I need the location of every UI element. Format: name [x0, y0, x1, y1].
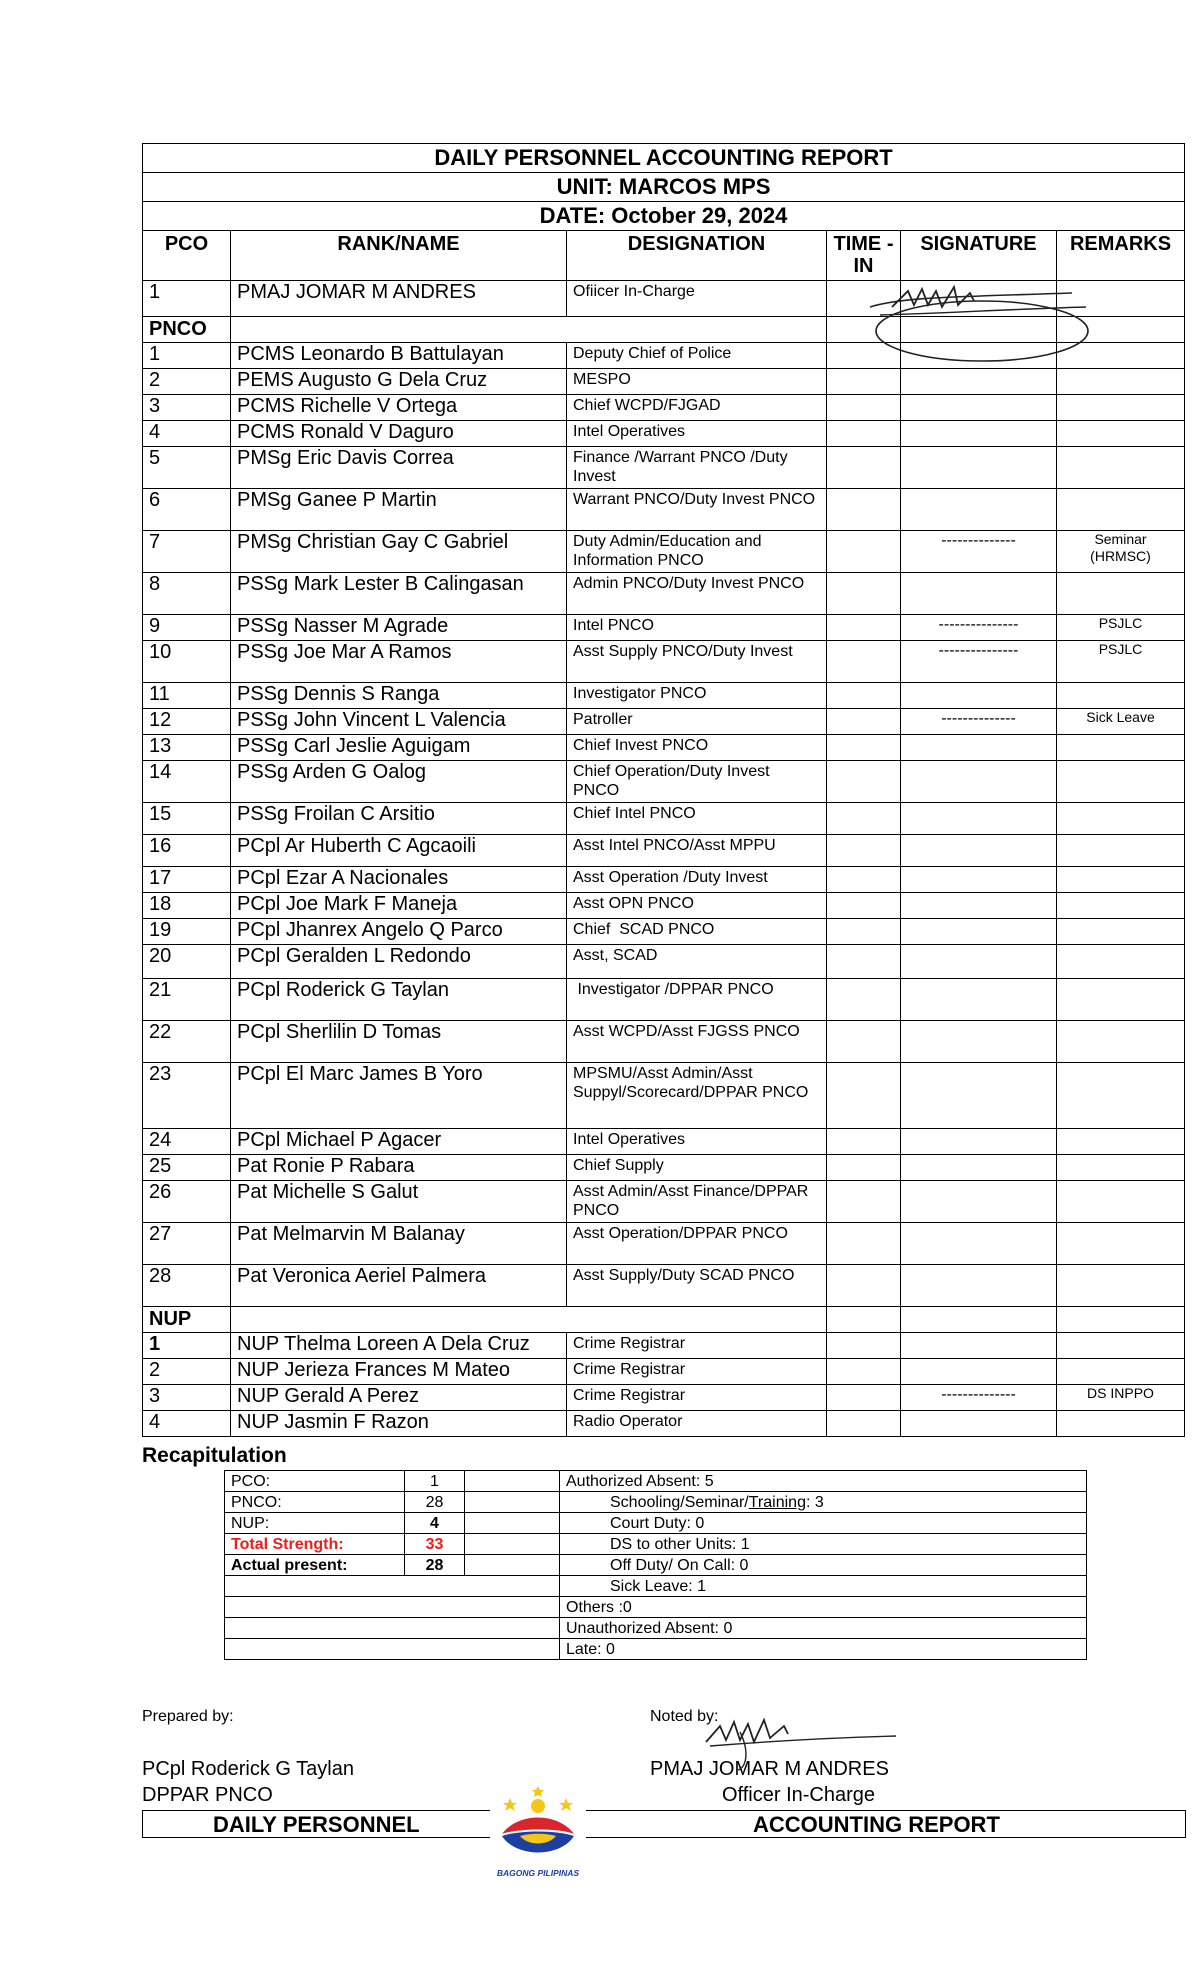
signature-cell: [901, 421, 1057, 447]
recap-authorized-absent: Authorized Absent: 5: [560, 1471, 1087, 1492]
signature-cell: [901, 1021, 1057, 1063]
signature-cell: [901, 919, 1057, 945]
remarks-cell: [1057, 447, 1185, 489]
designation: Chief WCPD/FJGAD: [567, 395, 827, 421]
prepared-by-block: [142, 1704, 354, 1808]
prepared-by-name: PCpl Roderick G Taylan: [142, 1758, 354, 1780]
prepared-by-label: Prepared by:: [142, 1708, 234, 1725]
rank-name: PCpl Jhanrex Angelo Q Parco: [231, 919, 567, 945]
recap-pnco-value: 28: [405, 1492, 465, 1513]
recapitulation-title: Recapitulation: [142, 1444, 287, 1467]
signature-scribble: [862, 277, 1102, 367]
time-in-cell: [827, 615, 901, 641]
rank-name: PSSg Nasser M Agrade: [231, 615, 567, 641]
time-in-cell: [827, 1307, 901, 1333]
time-in-cell: [827, 641, 901, 683]
rank-name: NUP Jasmin F Razon: [231, 1411, 567, 1437]
section-label: PNCO: [143, 317, 231, 343]
personnel-row: [143, 919, 1185, 945]
row-number: 10: [143, 641, 231, 683]
personnel-row: [143, 945, 1185, 979]
rank-name: PMSg Ganee P Martin: [231, 489, 567, 531]
remarks-cell: [1057, 1359, 1185, 1385]
recap-schooling-label: Schooling/Seminar/: [610, 1493, 749, 1511]
recap-present-value: 28: [405, 1555, 465, 1576]
footer-right-text: ACCOUNTING REPORT: [753, 1812, 1000, 1837]
row-number: 26: [143, 1181, 231, 1223]
personnel-row: [143, 573, 1185, 615]
remarks-cell: [1057, 1333, 1185, 1359]
row-number: 28: [143, 1265, 231, 1307]
time-in-cell: [827, 867, 901, 893]
rank-name: Pat Melmarvin M Balanay: [231, 1223, 567, 1265]
section-spacer: [231, 317, 827, 343]
remarks-cell: PSJLC: [1057, 615, 1185, 641]
signature-cell: [901, 1265, 1057, 1307]
section-label: NUP: [143, 1307, 231, 1333]
report-body: [143, 281, 1185, 1437]
row-number: 19: [143, 919, 231, 945]
recap-court-duty: Court Duty: 0: [560, 1513, 1087, 1534]
remarks-cell: Sick Leave: [1057, 709, 1185, 735]
designation: Crime Registrar: [567, 1385, 827, 1411]
designation: Asst Intel PNCO/Asst MPPU: [567, 835, 827, 867]
row-number: 25: [143, 1155, 231, 1181]
designation: Asst OPN PNCO: [567, 893, 827, 919]
time-in-cell: [827, 945, 901, 979]
recap-training-label: Training: [748, 1493, 806, 1511]
designation: Intel Operatives: [567, 421, 827, 447]
remarks-cell: [1057, 1265, 1185, 1307]
remarks-cell: [1057, 395, 1185, 421]
row-number: 3: [143, 1385, 231, 1411]
time-in-cell: [827, 1411, 901, 1437]
designation: Warrant PNCO/Duty Invest PNCO: [567, 489, 827, 531]
rank-name: PCpl Joe Mark F Maneja: [231, 893, 567, 919]
signature-cell: --------------: [901, 709, 1057, 735]
rank-name: Pat Michelle S Galut: [231, 1181, 567, 1223]
noted-by-name: PMAJ JOMAR M ANDRES: [650, 1758, 889, 1780]
recap-schooling: [560, 1492, 1087, 1513]
personnel-row: [143, 1411, 1185, 1437]
recap-nup-label: NUP:: [225, 1513, 405, 1534]
signature-cell: [901, 835, 1057, 867]
personnel-row: [143, 835, 1185, 867]
designation: Investigator PNCO: [567, 683, 827, 709]
row-number: 18: [143, 893, 231, 919]
column-header-signature: SIGNATURE: [901, 231, 1057, 281]
designation: MESPO: [567, 369, 827, 395]
rank-name: Pat Veronica Aeriel Palmera: [231, 1265, 567, 1307]
report-title: DAILY PERSONNEL ACCOUNTING REPORT: [143, 144, 1185, 173]
remarks-cell: [1057, 867, 1185, 893]
personnel-row: [143, 1155, 1185, 1181]
personnel-row: [143, 683, 1185, 709]
personnel-row: [143, 369, 1185, 395]
designation: Intel Operatives: [567, 1129, 827, 1155]
remarks-cell: [1057, 1223, 1185, 1265]
remarks-cell: [1057, 1021, 1185, 1063]
noted-by-position: Officer In-Charge: [722, 1784, 876, 1806]
signature-cell: [901, 945, 1057, 979]
rank-name: NUP Gerald A Perez: [231, 1385, 567, 1411]
noted-by-label: Noted by:: [650, 1708, 719, 1725]
row-number: 27: [143, 1223, 231, 1265]
row-number: 4: [143, 421, 231, 447]
row-number: 13: [143, 735, 231, 761]
time-in-cell: [827, 803, 901, 835]
personnel-row: [143, 735, 1185, 761]
section-header-row: [143, 1307, 1185, 1333]
remarks-cell: [1057, 683, 1185, 709]
remarks-cell: Seminar (HRMSC): [1057, 531, 1185, 573]
rank-name: PCMS Richelle V Ortega: [231, 395, 567, 421]
rank-name: PCMS Ronald V Daguro: [231, 421, 567, 447]
personnel-row: [143, 421, 1185, 447]
bagong-pilipinas-logo: [490, 1784, 586, 1884]
personnel-row: [143, 893, 1185, 919]
designation: Asst WCPD/Asst FJGSS PNCO: [567, 1021, 827, 1063]
designation: Chief Intel PNCO: [567, 803, 827, 835]
designation: Asst Operation/DPPAR PNCO: [567, 1223, 827, 1265]
signature-cell: [901, 1333, 1057, 1359]
signature-cell: [901, 447, 1057, 489]
row-number: 21: [143, 979, 231, 1021]
report-date: DATE: October 29, 2024: [143, 202, 1185, 231]
personnel-row: [143, 1063, 1185, 1129]
column-header-rank-name: RANK/NAME: [231, 231, 567, 281]
personnel-row: [143, 615, 1185, 641]
time-in-cell: [827, 489, 901, 531]
logo-text: BAGONG PILIPINAS: [496, 1868, 580, 1878]
designation: MPSMU/Asst Admin/Asst Suppyl/Scorecard/DPPAR PNCO: [567, 1063, 827, 1129]
designation: Chief Invest PNCO: [567, 735, 827, 761]
personnel-row: [143, 1385, 1185, 1411]
time-in-cell: [827, 919, 901, 945]
remarks-cell: [1057, 835, 1185, 867]
rank-name: PSSg Froilan C Arsitio: [231, 803, 567, 835]
signature-cell: [901, 395, 1057, 421]
rank-name: Pat Ronie P Rabara: [231, 1155, 567, 1181]
signature-cell: [901, 1223, 1057, 1265]
time-in-cell: [827, 1265, 901, 1307]
remarks-cell: [1057, 1063, 1185, 1129]
time-in-cell: [827, 735, 901, 761]
report-unit: UNIT: MARCOS MPS: [143, 173, 1185, 202]
time-in-cell: [827, 683, 901, 709]
personnel-row: [143, 1333, 1185, 1359]
row-number: 6: [143, 489, 231, 531]
signature-cell: [901, 573, 1057, 615]
personnel-row: [143, 641, 1185, 683]
signature-cell: [901, 1359, 1057, 1385]
recap-off-duty: Off Duty/ On Call: 0: [560, 1555, 1087, 1576]
footer-left-text: DAILY PERSONNEL: [213, 1812, 420, 1837]
signature-cell: --------------: [901, 531, 1057, 573]
time-in-cell: [827, 1385, 901, 1411]
rank-name: NUP Thelma Loreen A Dela Cruz: [231, 1333, 567, 1359]
designation: Asst Admin/Asst Finance/DPPAR PNCO: [567, 1181, 827, 1223]
designation: Chief Supply: [567, 1155, 827, 1181]
recap-others: Others :0: [560, 1597, 1087, 1618]
designation: Investigator /DPPAR PNCO: [567, 979, 827, 1021]
recapitulation-table: [224, 1470, 1087, 1660]
personnel-row: [143, 395, 1185, 421]
signature-cell: [901, 1063, 1057, 1129]
row-number: 7: [143, 531, 231, 573]
signature-cell: [901, 893, 1057, 919]
row-number: 14: [143, 761, 231, 803]
time-in-cell: [827, 447, 901, 489]
time-in-cell: [827, 421, 901, 447]
row-number: 2: [143, 1359, 231, 1385]
remarks-cell: [1057, 421, 1185, 447]
designation: Intel PNCO: [567, 615, 827, 641]
time-in-cell: [827, 1359, 901, 1385]
row-number: 4: [143, 1411, 231, 1437]
signature-cell: [901, 761, 1057, 803]
row-number: 12: [143, 709, 231, 735]
personnel-row: [143, 1223, 1185, 1265]
time-in-cell: [827, 1223, 901, 1265]
signature-cell: [901, 979, 1057, 1021]
signature-cell: ---------------: [901, 615, 1057, 641]
remarks-cell: [1057, 489, 1185, 531]
column-header-time-in: TIME -IN: [827, 231, 901, 281]
remarks-cell: [1057, 945, 1185, 979]
row-number: 1: [143, 281, 231, 317]
designation: Radio Operator: [567, 1411, 827, 1437]
rank-name: PSSg John Vincent L Valencia: [231, 709, 567, 735]
rank-name: PCMS Leonardo B Battulayan: [231, 343, 567, 369]
remarks-cell: [1057, 1411, 1185, 1437]
row-number: 24: [143, 1129, 231, 1155]
designation: Finance /Warrant PNCO /Duty Invest: [567, 447, 827, 489]
remarks-cell: [1057, 919, 1185, 945]
time-in-cell: [827, 893, 901, 919]
row-number: 11: [143, 683, 231, 709]
recap-pnco-label: PNCO:: [225, 1492, 405, 1513]
row-number: 17: [143, 867, 231, 893]
rank-name: PEMS Augusto G Dela Cruz: [231, 369, 567, 395]
signature-cell: [901, 1411, 1057, 1437]
rank-name: PCpl Geralden L Redondo: [231, 945, 567, 979]
rank-name: PMSg Eric Davis Correa: [231, 447, 567, 489]
recap-pco-value: 1: [405, 1471, 465, 1492]
recap-sick-leave: Sick Leave: 1: [560, 1576, 1087, 1597]
rank-name: PCpl Sherlilin D Tomas: [231, 1021, 567, 1063]
remarks-cell: [1057, 1155, 1185, 1181]
remarks-cell: [1057, 369, 1185, 395]
signature-cell: [901, 1155, 1057, 1181]
recap-present-label: Actual present:: [225, 1555, 405, 1576]
personnel-row: [143, 489, 1185, 531]
designation: Duty Admin/Education and Information PNCO: [567, 531, 827, 573]
time-in-cell: [827, 1063, 901, 1129]
signature-cell: [901, 369, 1057, 395]
row-number: 15: [143, 803, 231, 835]
signature-cell: [901, 1129, 1057, 1155]
rank-name: PMSg Christian Gay C Gabriel: [231, 531, 567, 573]
time-in-cell: [827, 1021, 901, 1063]
rank-name: PCpl Michael P Agacer: [231, 1129, 567, 1155]
recap-schooling-value: : 3: [805, 1493, 824, 1511]
remarks-cell: [1057, 735, 1185, 761]
personnel-row: [143, 867, 1185, 893]
rank-name: NUP Jerieza Frances M Mateo: [231, 1359, 567, 1385]
signature-cell: [901, 489, 1057, 531]
designation: Crime Registrar: [567, 1359, 827, 1385]
signature-cell: --------------: [901, 1385, 1057, 1411]
rank-name: PSSg Arden G Oalog: [231, 761, 567, 803]
column-header-designation: DESIGNATION: [567, 231, 827, 281]
remarks-cell: [1057, 1307, 1185, 1333]
time-in-cell: [827, 369, 901, 395]
designation: Patroller: [567, 709, 827, 735]
recap-late: Late: 0: [560, 1639, 1087, 1660]
time-in-cell: [827, 573, 901, 615]
personnel-row: [143, 761, 1185, 803]
remarks-cell: [1057, 893, 1185, 919]
time-in-cell: [827, 761, 901, 803]
recap-ds-other: DS to other Units: 1: [560, 1534, 1087, 1555]
column-header-remarks: REMARKS: [1057, 231, 1185, 281]
row-number: 23: [143, 1063, 231, 1129]
recap-total-label: Total Strength:: [225, 1534, 405, 1555]
time-in-cell: [827, 1333, 901, 1359]
rank-name: PCpl Ezar A Nacionales: [231, 867, 567, 893]
time-in-cell: [827, 1181, 901, 1223]
recap-nup-value: 4: [405, 1513, 465, 1534]
row-number: 22: [143, 1021, 231, 1063]
signature-cell: [901, 1307, 1057, 1333]
row-number: 9: [143, 615, 231, 641]
designation: Crime Registrar: [567, 1333, 827, 1359]
personnel-row: [143, 709, 1185, 735]
personnel-row: [143, 1181, 1185, 1223]
rank-name: PCpl El Marc James B Yoro: [231, 1063, 567, 1129]
row-number: 1: [143, 343, 231, 369]
time-in-cell: [827, 835, 901, 867]
designation: Asst, SCAD: [567, 945, 827, 979]
recap-unauthorized: Unauthorized Absent: 0: [560, 1618, 1087, 1639]
signature-cell: [901, 683, 1057, 709]
row-number: 8: [143, 573, 231, 615]
rank-name: PSSg Joe Mar A Ramos: [231, 641, 567, 683]
signature-cell: [901, 735, 1057, 761]
remarks-cell: [1057, 803, 1185, 835]
personnel-row: [143, 1129, 1185, 1155]
time-in-cell: [827, 1155, 901, 1181]
column-header-pco: PCO: [143, 231, 231, 281]
rank-name: PCpl Ar Huberth C Agcaoili: [231, 835, 567, 867]
designation: Admin PNCO/Duty Invest PNCO: [567, 573, 827, 615]
time-in-cell: [827, 395, 901, 421]
noted-by-signature: [700, 1712, 900, 1772]
personnel-row: [143, 447, 1185, 489]
designation: Chief SCAD PNCO: [567, 919, 827, 945]
personnel-row: [143, 1265, 1185, 1307]
rank-name: PCpl Roderick G Taylan: [231, 979, 567, 1021]
personnel-row: [143, 1021, 1185, 1063]
signature-cell: [901, 867, 1057, 893]
designation: Asst Supply PNCO/Duty Invest: [567, 641, 827, 683]
rank-name: PSSg Dennis S Ranga: [231, 683, 567, 709]
remarks-cell: DS INPPO: [1057, 1385, 1185, 1411]
signature-cell: [901, 803, 1057, 835]
time-in-cell: [827, 709, 901, 735]
remarks-cell: [1057, 1129, 1185, 1155]
remarks-cell: [1057, 979, 1185, 1021]
designation: Asst Supply/Duty SCAD PNCO: [567, 1265, 827, 1307]
signature-cell: [901, 1181, 1057, 1223]
time-in-cell: [827, 1129, 901, 1155]
personnel-row: [143, 1359, 1185, 1385]
designation: Asst Operation /Duty Invest: [567, 867, 827, 893]
remarks-cell: [1057, 1181, 1185, 1223]
row-number: 1: [143, 1333, 231, 1359]
rank-name: PMAJ JOMAR M ANDRES: [231, 281, 567, 317]
prepared-by-position: DPPAR PNCO: [142, 1784, 273, 1806]
row-number: 3: [143, 395, 231, 421]
designation: Ofiicer In-Charge: [567, 281, 827, 317]
row-number: 20: [143, 945, 231, 979]
rank-name: PSSg Mark Lester B Calingasan: [231, 573, 567, 615]
designation: Chief Operation/Duty Invest PNCO: [567, 761, 827, 803]
remarks-cell: PSJLC: [1057, 641, 1185, 683]
row-number: 16: [143, 835, 231, 867]
footer-bar: [142, 1810, 1186, 1838]
row-number: 2: [143, 369, 231, 395]
personnel-row: [143, 803, 1185, 835]
section-spacer: [231, 1307, 827, 1333]
personnel-row: [143, 531, 1185, 573]
personnel-row: [143, 979, 1185, 1021]
remarks-cell: [1057, 573, 1185, 615]
time-in-cell: [827, 979, 901, 1021]
signature-cell: ---------------: [901, 641, 1057, 683]
rank-name: PSSg Carl Jeslie Aguigam: [231, 735, 567, 761]
designation: Deputy Chief of Police: [567, 343, 827, 369]
recap-total-value: 33: [405, 1534, 465, 1555]
row-number: 5: [143, 447, 231, 489]
remarks-cell: [1057, 761, 1185, 803]
time-in-cell: [827, 531, 901, 573]
recap-pco-label: PCO:: [225, 1471, 405, 1492]
